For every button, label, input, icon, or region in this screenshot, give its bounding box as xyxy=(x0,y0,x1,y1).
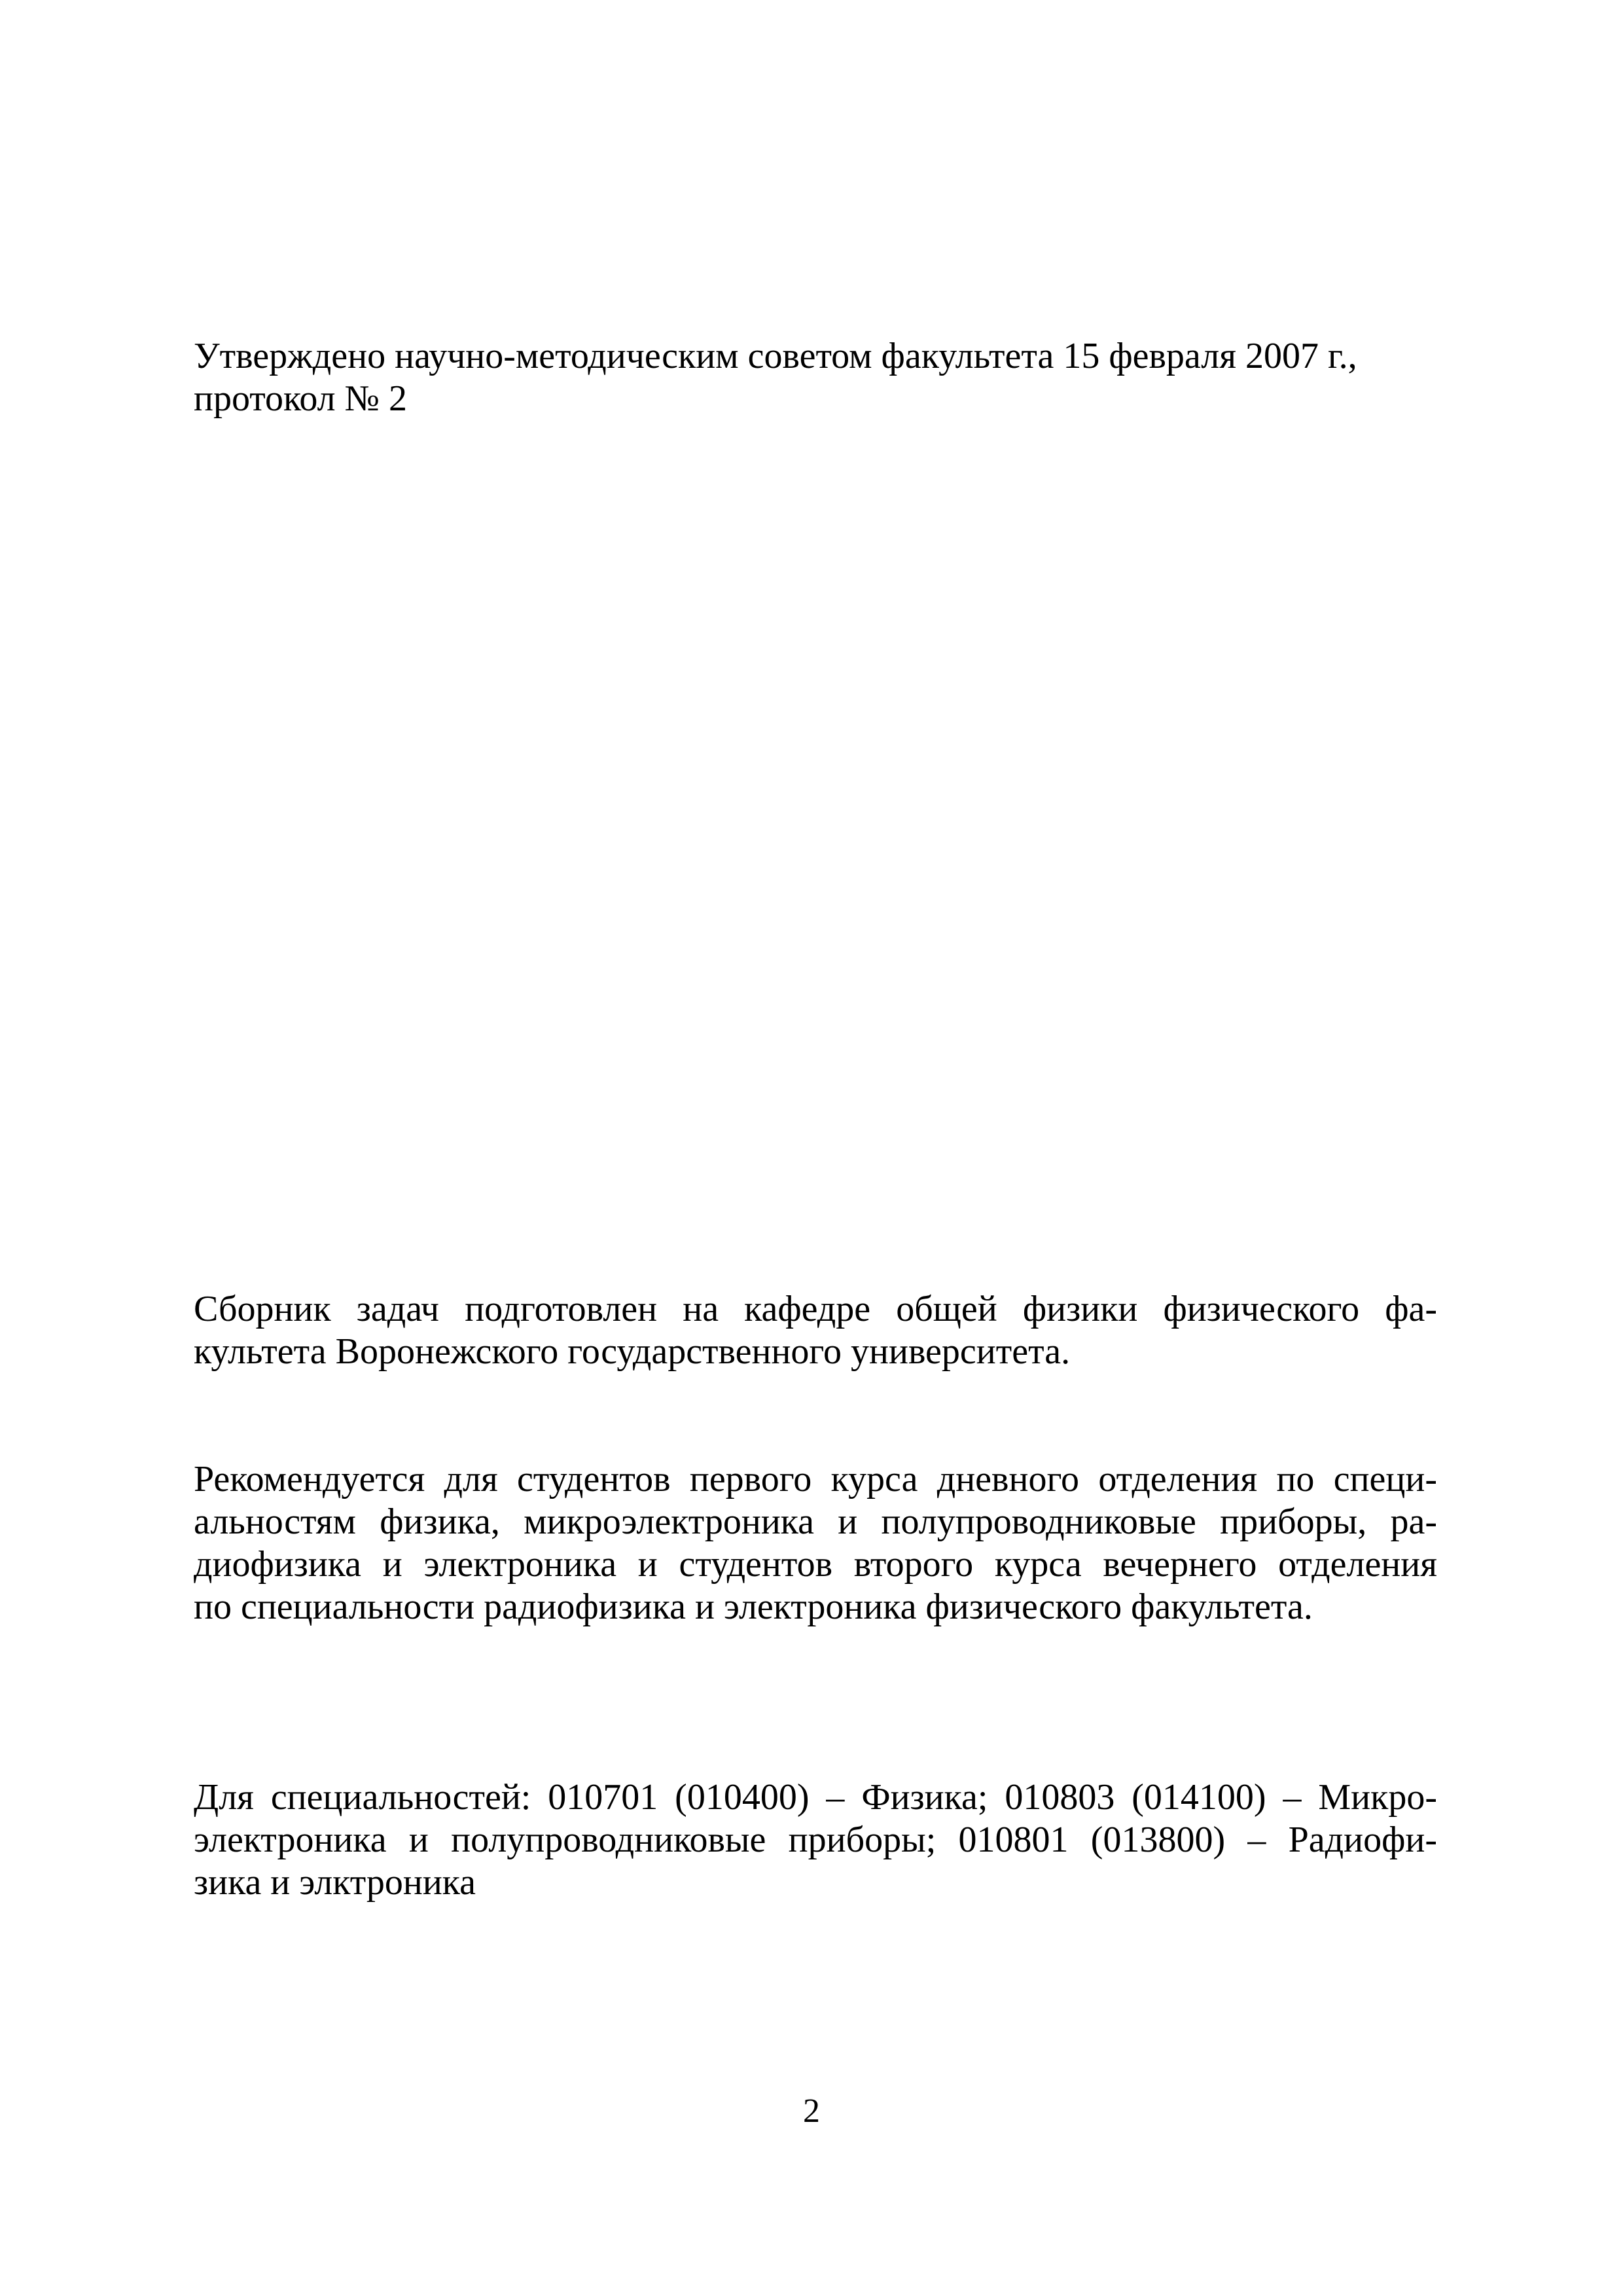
approval-line: протокол № 2 xyxy=(194,378,407,419)
page-number: 2 xyxy=(803,2092,820,2130)
specialties-line: электроника и полупроводниковые приборы; 010801 (013800) – Радиофи- xyxy=(194,1820,1437,1860)
approval-statement xyxy=(194,335,1437,420)
prepared-line: Сборник задач подготовлен на кафедре общей физики физического фа- xyxy=(194,1289,1437,1329)
recommendation-paragraph xyxy=(194,1458,1437,1628)
recommendation-line: диофизика и электроника и студентов второго курса вечернего отделения xyxy=(194,1544,1437,1585)
recommendation-line: Рекомендуется для студентов первого курса дневного отделения по специ- xyxy=(194,1459,1437,1499)
recommendation-line: альностям физика, микроэлектроника и полупроводниковые приборы, ра- xyxy=(194,1501,1437,1542)
approval-line: Утверждено научно-методическим советом факультета 15 февраля 2007 г., xyxy=(194,336,1357,376)
prepared-line: культета Воронежского государственного университета. xyxy=(194,1331,1071,1372)
specialties-line: зика и элктроника xyxy=(194,1862,476,1903)
specialties-line: Для специальностей: 010701 (010400) – Физика; 010803 (014100) – Микро- xyxy=(194,1777,1437,1818)
prepared-by-paragraph xyxy=(194,1288,1437,1373)
specialties-paragraph xyxy=(194,1776,1437,1904)
recommendation-line: по специальности радиофизика и электроника физического факультета. xyxy=(194,1587,1313,1627)
